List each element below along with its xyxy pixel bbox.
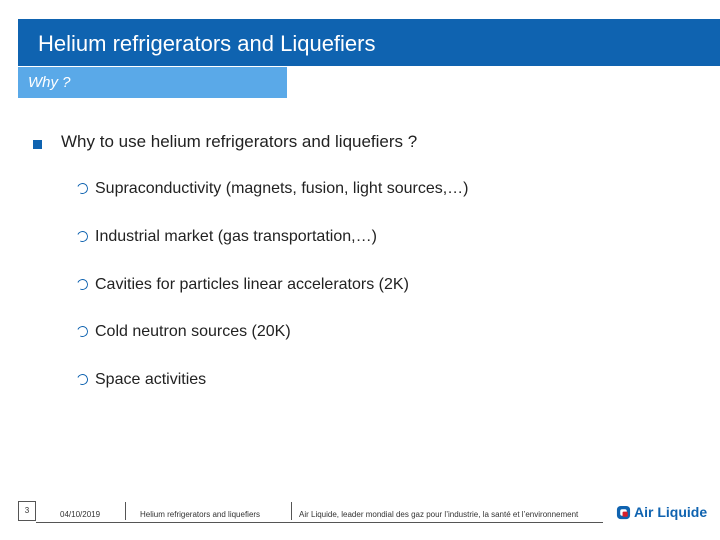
circle-bullet-icon bbox=[75, 277, 89, 291]
square-bullet-icon bbox=[33, 140, 42, 149]
footer-tagline: Air Liquide, leader mondial des gaz pour l’industrie, la santé et l’environnement bbox=[299, 510, 579, 519]
logo-wordmark: Air Liquide bbox=[634, 504, 708, 520]
footer-topic: Helium refrigerators and liquefiers bbox=[140, 510, 261, 519]
footer-separator bbox=[125, 502, 126, 520]
footer-divider bbox=[36, 522, 603, 523]
subtitle-bar bbox=[18, 67, 287, 98]
circle-bullet-icon bbox=[75, 372, 89, 386]
slide-subtitle: Why ? bbox=[28, 74, 71, 91]
footer-separator bbox=[291, 502, 292, 520]
list-item-text: Supraconductivity (magnets, fusion, light sources,…) bbox=[95, 180, 469, 197]
slide-footer bbox=[18, 500, 603, 524]
page-number: 3 bbox=[18, 501, 36, 521]
air-liquide-logo-icon bbox=[616, 505, 631, 520]
list-item-text: Cold neutron sources (20K) bbox=[95, 323, 291, 340]
circle-bullet-icon bbox=[75, 229, 89, 243]
main-bullet-text: Why to use helium refrigerators and liquefiers ? bbox=[61, 132, 418, 151]
footer-date: 04/10/2019 bbox=[60, 510, 101, 519]
slide-title: Helium refrigerators and Liquefiers bbox=[38, 31, 376, 56]
list-item-text: Industrial market (gas transportation,…) bbox=[95, 228, 377, 245]
air-liquide-logo bbox=[616, 503, 706, 523]
circle-bullet-icon bbox=[75, 181, 89, 195]
list-item-text: Space activities bbox=[95, 371, 207, 388]
list-item-text: Cavities for particles linear accelerators (2K) bbox=[95, 276, 409, 293]
title-bar bbox=[18, 19, 720, 66]
circle-bullet-icon bbox=[75, 324, 89, 338]
